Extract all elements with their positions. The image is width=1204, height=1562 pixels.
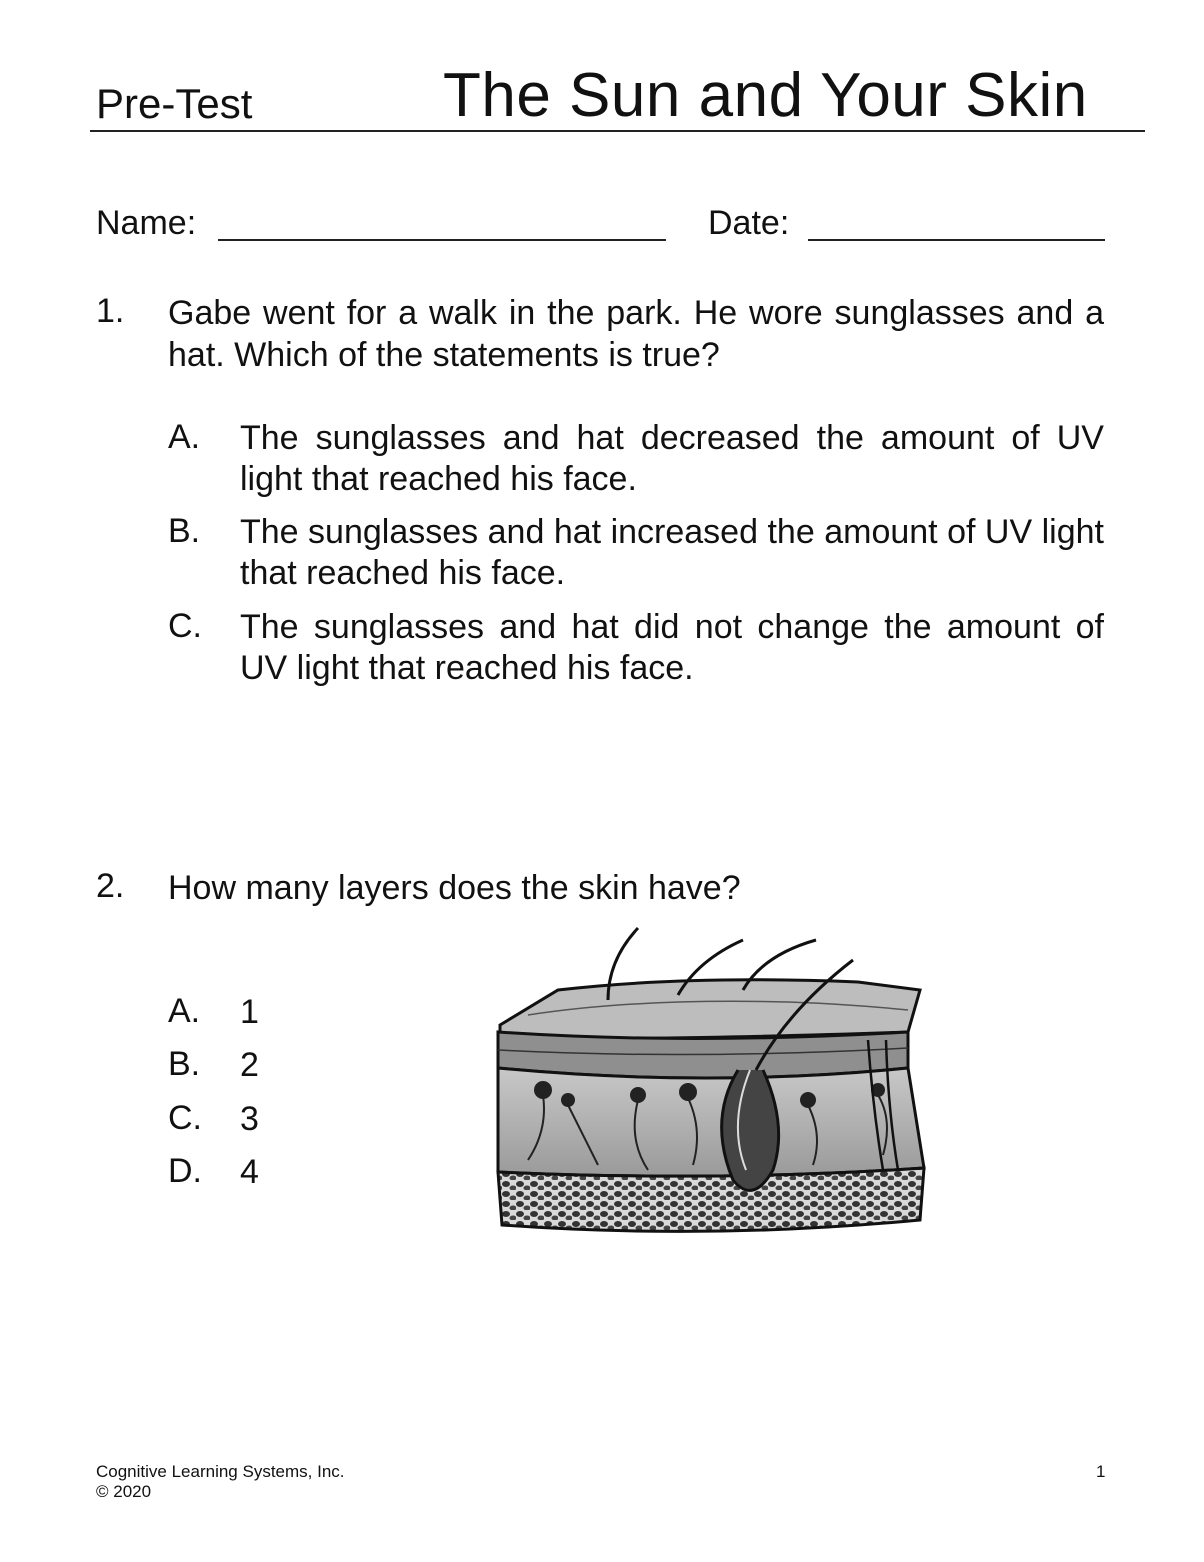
date-field[interactable] xyxy=(808,239,1105,241)
option-letter: A. xyxy=(168,992,201,1030)
question-text: How many layers does the skin have? xyxy=(168,869,741,907)
skin-diagram-svg xyxy=(488,920,938,1250)
name-label: Name: xyxy=(96,204,197,242)
option-text: 2 xyxy=(240,1046,259,1084)
question-text: Gabe went for a walk in the park. He wore sunglasses and a hat. Which of the statements is true? xyxy=(168,294,1104,374)
option-letter: C. xyxy=(168,607,202,645)
date-label: Date: xyxy=(708,204,790,242)
test-type-label: Pre-Test xyxy=(96,80,253,127)
option-text: The sunglasses and hat decreased the amount of UV light that reached his face. xyxy=(240,419,1104,498)
option-text: The sunglasses and hat increased the amount of UV light that reached his face. xyxy=(240,513,1104,592)
option-text: The sunglasses and hat did not change the amount of UV light that reached his face. xyxy=(240,608,1104,687)
header-divider xyxy=(90,130,1145,132)
option-letter: A. xyxy=(168,418,201,456)
option-letter: B. xyxy=(168,512,201,550)
footer-copyright: © 2020 xyxy=(96,1482,152,1501)
question-number: 1. xyxy=(96,292,125,330)
option-text: 4 xyxy=(240,1153,259,1191)
skin-cross-section-illustration xyxy=(488,920,938,1250)
option-letter: C. xyxy=(168,1099,202,1137)
option-text: 3 xyxy=(240,1100,259,1138)
name-field[interactable] xyxy=(218,239,666,241)
option-letter: B. xyxy=(168,1045,201,1083)
option-text: 1 xyxy=(240,993,259,1031)
page-number: 1 xyxy=(1096,1462,1106,1481)
footer-publisher: Cognitive Learning Systems, Inc. xyxy=(96,1462,345,1481)
question-number: 2. xyxy=(96,867,125,905)
option-letter: D. xyxy=(168,1152,202,1190)
page-title: The Sun and Your Skin xyxy=(443,61,1088,130)
